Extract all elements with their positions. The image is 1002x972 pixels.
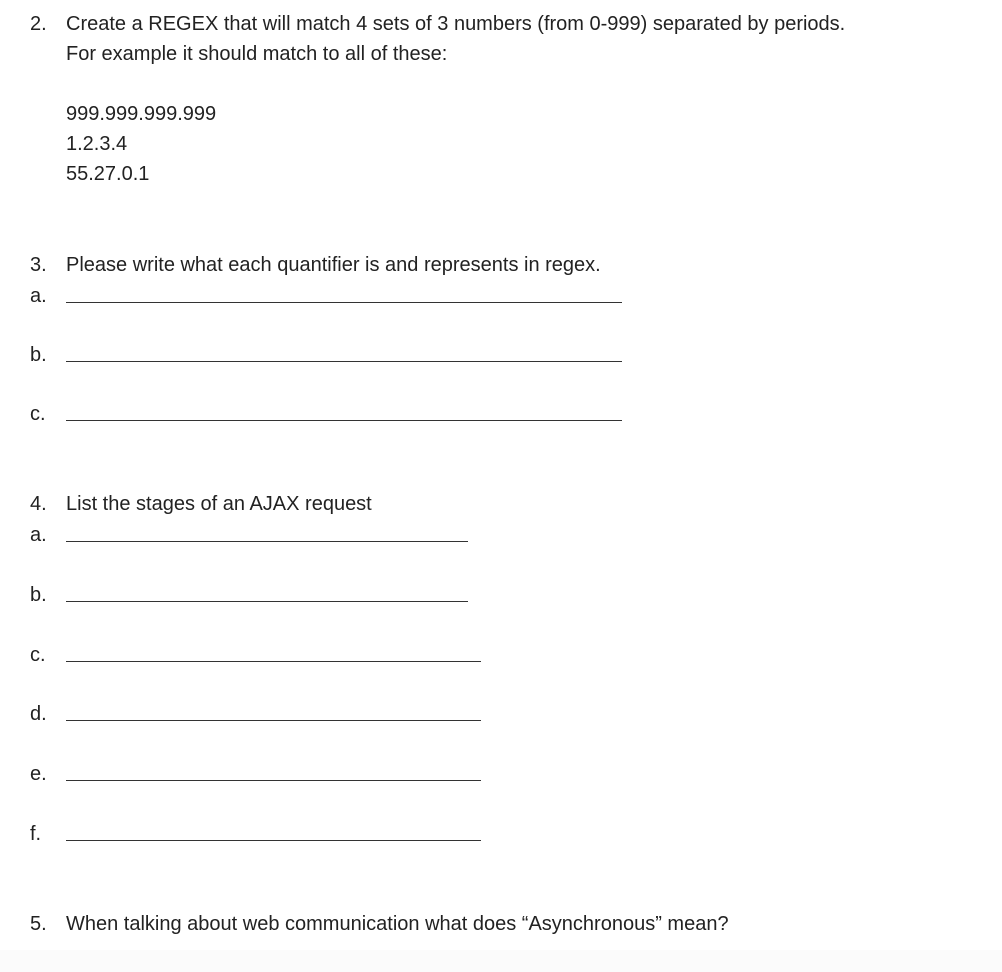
q4-answer-line[interactable] (66, 601, 468, 602)
q2-example: 999.999.999.999 (66, 103, 217, 125)
q4-item-label: c. (30, 644, 46, 666)
q4-item-label: d. (30, 703, 47, 725)
q3-answer-line[interactable] (66, 302, 622, 303)
q3-text: Please write what each quantifier is and represents in regex. (66, 254, 601, 276)
q4-item-label: b. (30, 584, 47, 606)
q4-answer-line[interactable] (66, 840, 481, 841)
q4-text: List the stages of an AJAX request (66, 493, 372, 515)
q4-number: 4. (30, 493, 47, 515)
page-bottom-edge (0, 950, 1002, 972)
q3-item-label: a. (30, 285, 47, 307)
q4-answer-line[interactable] (66, 661, 481, 662)
q4-answer-line[interactable] (66, 720, 481, 721)
q5-number: 5. (30, 913, 47, 935)
q4-item-label: e. (30, 763, 47, 785)
q2-number: 2. (30, 13, 47, 35)
q2-example: 1.2.3.4 (66, 133, 128, 155)
q4-item-label: f. (30, 823, 42, 845)
q5-text: When talking about web communication what does “Asynchronous” mean? (66, 913, 729, 935)
q3-item-label: c. (30, 403, 46, 425)
q2-text (66, 9, 845, 69)
q4-answer-line[interactable] (66, 541, 468, 542)
q2-line1: Create a REGEX that will match 4 sets of 3 numbers (from 0-999) separated by periods. (66, 13, 846, 35)
q3-answer-line[interactable] (66, 361, 622, 362)
q2-example: 55.27.0.1 (66, 163, 150, 185)
q3-item-label: b. (30, 344, 47, 366)
q3-answer-line[interactable] (66, 420, 622, 421)
q2-line2: For example it should match to all of these: (66, 43, 448, 65)
q3-number: 3. (30, 254, 47, 276)
q2-examples (66, 99, 216, 189)
q4-answer-line[interactable] (66, 780, 481, 781)
q4-item-label: a. (30, 524, 47, 546)
